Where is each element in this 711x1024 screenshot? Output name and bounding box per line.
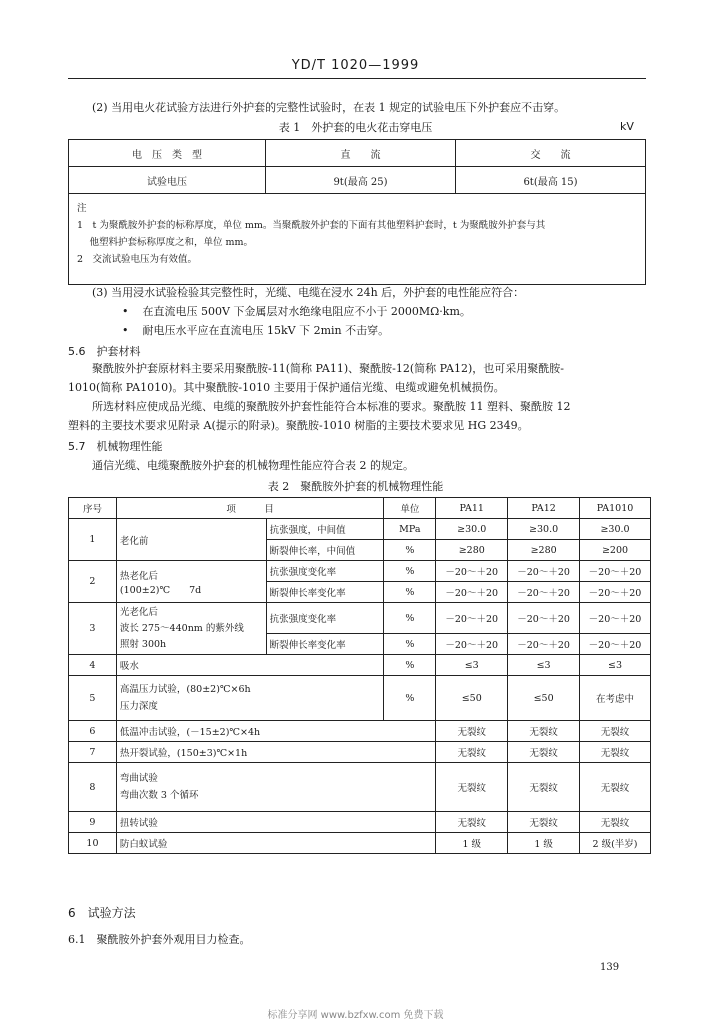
t2-r2-name-line1: 热老化后	[119, 570, 158, 582]
t2-r9-pa1010: 无裂纹	[580, 812, 651, 833]
t2-r3-b-pa12: －20～＋20	[508, 634, 580, 655]
t2-r8-no: 8	[69, 763, 117, 812]
t2-r2-no: 2	[69, 561, 117, 603]
t2-r10-pa11: 1 级	[436, 833, 508, 854]
section-6-1: 6.1 聚酰胺外护套外观用目力检查。	[68, 933, 251, 946]
table1-header-type: 电 压 类 型	[69, 140, 266, 167]
page-number: 139	[600, 962, 620, 973]
t2-r3-b-unit: %	[384, 634, 436, 655]
t2-r8-name	[116, 763, 435, 812]
t2-r9-no: 9	[69, 812, 117, 833]
t2-r7-pa1010: 无裂纹	[580, 742, 651, 763]
t2-r8-name-line1: 弯曲试验	[119, 773, 158, 784]
t2-r5-pa12: ≤50	[508, 676, 580, 721]
section-6-title: 6 试验方法	[68, 906, 136, 920]
bullet-insulation-text: 在直流电压 500V 下金属层对水绝缘电阻应不小于 2000MΩ·km。	[142, 305, 471, 318]
t2-r1-name: 老化前	[116, 519, 266, 561]
t2-r8-name-line2: 弯曲次数 3 个循环	[119, 790, 199, 801]
t2-r5-name	[116, 676, 383, 721]
bullet-voltage: • 耐电压水平应在直流电压 15kV 下 2min 不击穿。	[122, 324, 390, 337]
table1-cell-ac: 6t(最高 15)	[455, 167, 645, 194]
t2-r1-a-item: 抗张强度，中间值	[266, 519, 384, 540]
bullet-voltage-text: 耐电压水平应在直流电压 15kV 下 2min 不击穿。	[142, 324, 390, 337]
table2-caption: 表 2 聚酰胺外护套的机械物理性能	[267, 480, 444, 493]
t2-r7-no: 7	[69, 742, 117, 763]
t2-header-pa1010: PA1010	[580, 498, 651, 519]
section-5-6-title: 5.6 护套材料	[68, 345, 141, 358]
t2-r9-name: 扭转试验	[116, 812, 435, 833]
t2-r2-b-pa11: －20～＋20	[436, 582, 508, 603]
t2-r5-pa11: ≤50	[436, 676, 508, 721]
t2-r3-b-item: 断裂伸长率变化率	[266, 634, 384, 655]
t2-r5-unit: %	[384, 676, 436, 721]
t2-r4-no: 4	[69, 655, 117, 676]
t2-r3-a-pa1010: －20～＋20	[580, 603, 651, 634]
t2-r9-pa12: 无裂纹	[508, 812, 580, 833]
t2-r5-name-line2: 压力深度	[119, 701, 158, 712]
standard-number-header: YD/T 1020—1999	[291, 58, 420, 73]
t2-r4-pa12: ≤3	[508, 655, 580, 676]
paragraph-immersion-test: (3) 当用浸水试验检验其完整性时，光缆、电缆在浸水 24h 后，外护套的电性能应符合：	[92, 286, 525, 299]
t2-r5-pa1010: 在考虑中	[580, 676, 651, 721]
t2-r1-b-item: 断裂伸长率，中间值	[266, 540, 384, 561]
t2-r9-pa11: 无裂纹	[436, 812, 508, 833]
table1-cell-label: 试验电压	[69, 167, 266, 194]
t2-r2-a-unit: %	[384, 561, 436, 582]
t2-r6-pa1010: 无裂纹	[580, 721, 651, 742]
table1-header-ac: 交 流	[455, 140, 645, 167]
t2-r5-no: 5	[69, 676, 117, 721]
t2-r1-a-unit: MPa	[384, 519, 436, 540]
t2-header-pa12: PA12	[508, 498, 580, 519]
t2-r3-b-pa1010: －20～＋20	[580, 634, 651, 655]
t2-r2-name	[116, 561, 266, 603]
t2-r3-name-line2: 波长 275～440nm 的紫外线	[119, 622, 244, 634]
table1	[68, 139, 646, 285]
t2-r3-name-line1: 光老化后	[119, 606, 158, 618]
t2-r8-pa12: 无裂纹	[508, 763, 580, 812]
t2-r8-pa1010: 无裂纹	[580, 763, 651, 812]
t2-r6-pa11: 无裂纹	[436, 721, 508, 742]
table2	[68, 497, 651, 854]
s56-p1-line2: 1010(简称 PA1010)。其中聚酰胺-1010 主要用于保护通信光缆、电缆或避免机械损伤。	[68, 381, 505, 394]
t2-r1-a-pa1010: ≥30.0	[580, 519, 651, 540]
t2-r2-a-pa1010: －20～＋20	[580, 561, 651, 582]
t2-r3-no: 3	[69, 603, 117, 655]
t2-r1-b-unit: %	[384, 540, 436, 561]
t2-r2-a-pa12: －20～＋20	[508, 561, 580, 582]
t2-r4-pa1010: ≤3	[580, 655, 651, 676]
t2-r1-b-pa12: ≥280	[508, 540, 580, 561]
t2-r2-b-item: 断裂伸长率变化率	[266, 582, 384, 603]
t2-r3-a-pa11: －20～＋20	[436, 603, 508, 634]
t2-r4-unit: %	[384, 655, 436, 676]
t2-r5-name-line1: 高温压力试验，(80±2)℃×6h	[119, 684, 251, 695]
t2-r6-pa12: 无裂纹	[508, 721, 580, 742]
t2-header-unit: 单位	[384, 498, 436, 519]
table1-note-1: 1 t 为聚酰胺外护套的标称厚度，单位 mm。当聚酰胺外护套的下面有其他塑料护套时，t 为聚酰胺外护套与其	[77, 220, 546, 231]
table1-header-dc: 直 流	[266, 140, 456, 167]
s57-paragraph: 通信光缆、电缆聚酰胺外护套的机械物理性能应符合表 2 的规定。	[92, 459, 414, 472]
t2-r1-a-pa12: ≥30.0	[508, 519, 580, 540]
t2-r3-a-item: 抗张强度变化率	[266, 603, 384, 634]
table1-notes	[69, 194, 646, 285]
t2-r4-pa11: ≤3	[436, 655, 508, 676]
table1-note-2: 2 交流试验电压为有效值。	[77, 254, 198, 265]
t2-r7-pa11: 无裂纹	[436, 742, 508, 763]
section-5-7-title: 5.7 机械物理性能	[68, 440, 163, 453]
paragraph-spark-test: (2) 当用电火花试验方法进行外护套的完整性试验时，在表 1 规定的试验电压下外护套应不击穿。	[92, 101, 566, 114]
t2-r3-name-line3: 照射 300h	[119, 638, 167, 650]
t2-r2-name-line2: (100±2)℃ 7d	[119, 584, 202, 596]
t2-header-pa11: PA11	[436, 498, 508, 519]
t2-r3-b-pa11: －20～＋20	[436, 634, 508, 655]
t2-r1-b-pa1010: ≥200	[580, 540, 651, 561]
t2-r10-no: 10	[69, 833, 117, 854]
t2-header-no: 序号	[69, 498, 117, 519]
table1-cell-dc: 9t(最高 25)	[266, 167, 456, 194]
table1-note-head: 注	[77, 203, 87, 214]
bullet-insulation: • 在直流电压 500V 下金属层对水绝缘电阻应不小于 2000MΩ·km。	[122, 305, 471, 318]
t2-r1-b-pa11: ≥280	[436, 540, 508, 561]
t2-r10-name: 防白蚁试验	[116, 833, 435, 854]
t2-r10-pa1010: 2 级(半岁)	[580, 833, 651, 854]
t2-r6-no: 6	[69, 721, 117, 742]
t2-r8-pa11: 无裂纹	[436, 763, 508, 812]
t2-r1-a-pa11: ≥30.0	[436, 519, 508, 540]
header-rule	[68, 78, 646, 79]
table1-caption: 表 1 外护套的电火花击穿电压	[278, 121, 433, 134]
t2-r2-a-pa11: －20～＋20	[436, 561, 508, 582]
t2-r7-pa12: 无裂纹	[508, 742, 580, 763]
t2-r2-b-pa1010: －20～＋20	[580, 582, 651, 603]
t2-r1-no: 1	[69, 519, 117, 561]
table1-unit: kV	[620, 120, 634, 133]
t2-r10-pa12: 1 级	[508, 833, 580, 854]
t2-r3-a-pa12: －20～＋20	[508, 603, 580, 634]
footer-watermark: 标准分享网 www.bzfxw.com 免费下载	[267, 1010, 444, 1021]
t2-header-item: 项 目	[116, 498, 383, 519]
s56-p2-line1: 所选材料应使成品光缆、电缆的聚酰胺外护套性能符合本标准的要求。聚酰胺 11 塑料、聚酰胺 12	[92, 400, 571, 413]
table1-note-1-cont: 他塑料护套标称厚度之和，单位 mm。	[77, 237, 254, 248]
t2-r7-name: 热开裂试验，(150±3)℃×1h	[116, 742, 435, 763]
t2-r4-name: 吸水	[116, 655, 383, 676]
t2-r2-b-unit: %	[384, 582, 436, 603]
t2-r3-a-unit: %	[384, 603, 436, 634]
s56-p2-line2: 塑料的主要技术要求见附录 A(提示的附录)。聚酰胺-1010 树脂的主要技术要求见 HG 2349。	[68, 419, 529, 432]
t2-r2-b-pa12: －20～＋20	[508, 582, 580, 603]
t2-r6-name: 低温冲击试验，(－15±2)℃×4h	[116, 721, 435, 742]
t2-r2-a-item: 抗张强度变化率	[266, 561, 384, 582]
s56-p1-line1: 聚酰胺外护套原材料主要采用聚酰胺-11(简称 PA11)、聚酰胺-12(简称 PA12)，也可采用聚酰胺-	[92, 362, 564, 375]
t2-r3-name	[116, 603, 266, 655]
